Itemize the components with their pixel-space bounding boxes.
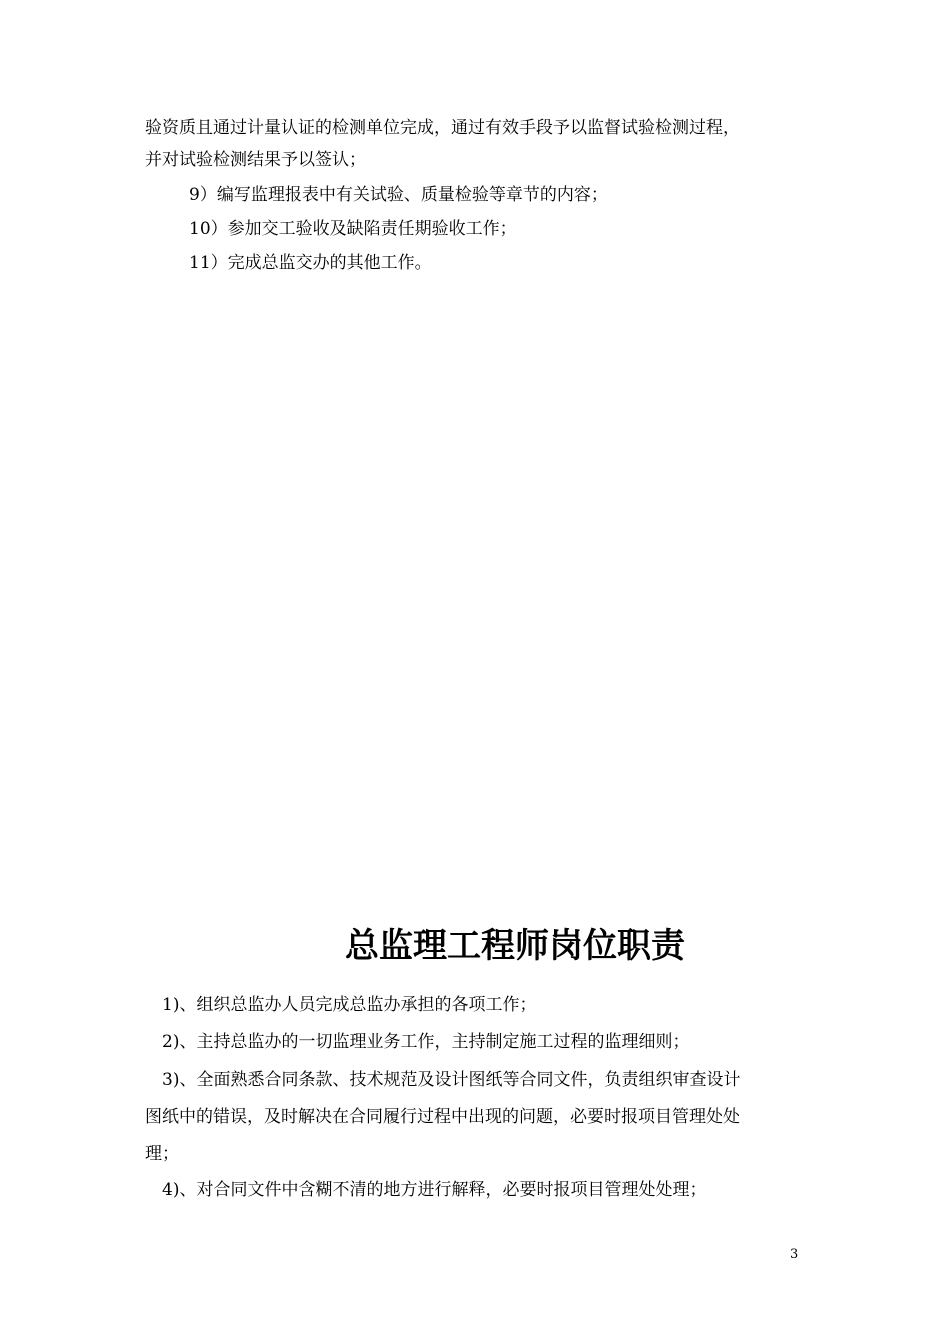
section-title: 总监理工程师岗位职责 [345,926,685,966]
duty-item-1: 1)、组织总监办人员完成总监办承担的各项工作； [162,995,537,1015]
duty-item-4: 4)、对合同文件中含糊不清的地方进行解释，必要时报项目管理处处理； [162,1180,707,1200]
duty-item-3-line-1: 3)、全面熟悉合同条款、技术规范及设计图纸等合同文件，负责组织审查设计 [162,1070,741,1090]
list-item-10: 10）参加交工验收及缺陷责任期验收工作； [189,219,517,239]
duty-item-3-line-2: 图纸中的错误，及时解决在合同履行过程中出现的问题，必要时报项目管理处处 [145,1107,740,1127]
duty-item-3-line-3: 理； [145,1144,179,1164]
paragraph-continuation-line-1: 验资质且通过计量认证的检测单位完成，通过有效手段予以监督试验检测过程， [145,118,740,138]
page-number: 3 [790,1247,799,1262]
list-item-11: 11）完成总监交办的其他工作。 [189,253,432,273]
list-item-9: 9）编写监理报表中有关试验、质量检验等章节的内容； [189,185,608,205]
duty-item-2: 2)、主持总监办的一切监理业务工作，主持制定施工过程的监理细则； [162,1032,690,1052]
paragraph-continuation-line-2: 并对试验检测结果予以签认； [145,150,366,170]
